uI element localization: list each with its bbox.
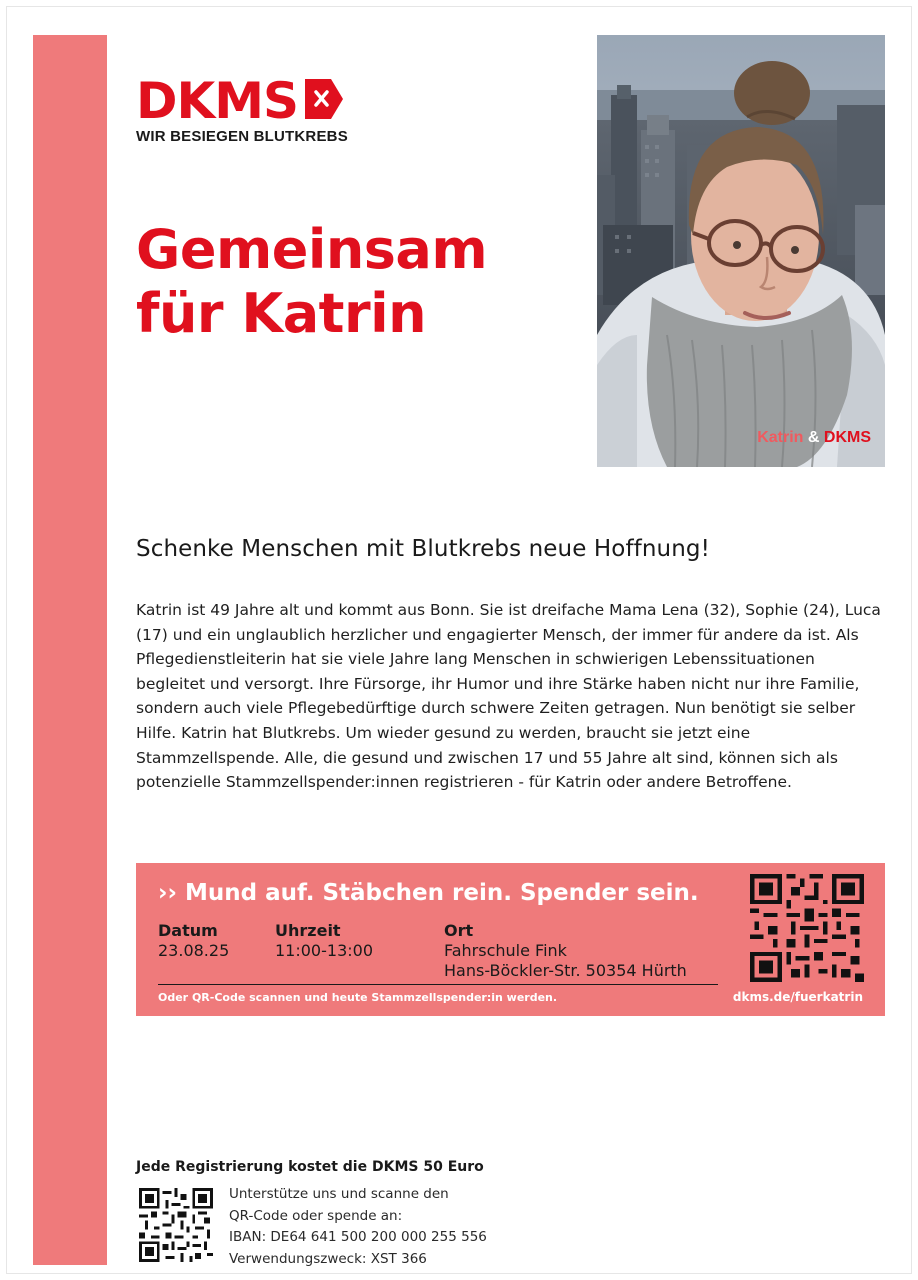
event-time-label: Uhrzeit <box>275 921 341 940</box>
headline <box>136 218 576 346</box>
registration-cost-note: Jede Registrierung kostet die DKMS 50 Euro <box>136 1159 484 1175</box>
logo-wordmark: DKMS <box>136 72 299 130</box>
event-place-line-2: Hans-Böckler-Str. 50354 Hürth <box>444 961 687 980</box>
event-date <box>158 921 229 961</box>
event-qr-note: Oder QR-Code scannen und heute Stammzellspender:in werden. <box>158 991 558 1004</box>
headline-line-2: für Katrin <box>136 282 427 345</box>
donation-reference: Verwendungszweck: XST 366 <box>229 1250 427 1267</box>
dkms-logo <box>136 72 348 145</box>
logo-tagline: WIR BESIEGEN BLUTKREBS <box>136 128 348 145</box>
event-time-value: 11:00-13:00 <box>275 941 373 960</box>
event-qr-code[interactable] <box>750 874 864 982</box>
event-divider <box>158 984 718 985</box>
headline-line-1: Gemeinsam <box>136 218 488 281</box>
event-place-label: Ort <box>444 921 474 940</box>
accent-side-bar <box>33 35 107 1265</box>
portrait-photo <box>597 35 885 467</box>
body-paragraph: Katrin ist 49 Jahre alt und kommt aus Bonn. Sie ist dreifache Mama Lena (32), Sophie (24), Luca (17) und ein unglaublich herzlicher und engagierter Mensch, der immer für andere da ist. Als Pflegedienstleiterin hat sie viele Jahre lang Menschen in schwierigen Lebenssituationen begleitet und versorgt. Ihre Fürsorge, ihr Humor und ihre Stärke haben nicht nur ihre Familie, sondern auch viele Pflegebedürftige durch schwere Zeiten getragen. Nun benötigt sie selber Hilfe. Katrin hat Blutkrebs. Um wieder gesund zu werden, braucht sie jetzt eine Stammzellspende. Alle, die gesund und zwischen 17 und 55 Jahre alt sind, können sich als potenzielle Stammzellspender:innen registrieren - für Katrin oder andere Betroffene. <box>136 601 881 792</box>
event-time <box>275 921 373 961</box>
event-date-value: 23.08.25 <box>158 941 230 960</box>
event-date-label: Datum <box>158 921 218 940</box>
portrait-illustration <box>597 35 885 467</box>
event-place-line-1: Fahrschule Fink <box>444 941 567 960</box>
logo-flag-icon <box>305 77 343 121</box>
photo-caption <box>757 429 871 447</box>
subtitle: Schenke Menschen mit Blutkrebs neue Hoffnung! <box>136 536 710 562</box>
chevron-icon: ›› <box>158 880 177 906</box>
donation-qr-code[interactable] <box>139 1188 213 1262</box>
event-place <box>444 921 687 981</box>
event-slogan <box>158 880 699 906</box>
event-slogan-text: Mund auf. Stäbchen rein. Spender sein. <box>184 880 699 906</box>
photo-caption-amp: & <box>807 429 820 446</box>
photo-caption-name: Katrin <box>757 429 804 446</box>
donation-info <box>229 1184 487 1270</box>
event-url-link[interactable]: dkms.de/fuerkatrin <box>732 990 863 1004</box>
donation-info-line-2: QR-Code oder spende an: <box>229 1207 403 1224</box>
donation-iban: IBAN: DE64 641 500 200 000 255 556 <box>229 1229 487 1245</box>
donation-info-line-1: Unterstütze uns und scanne den <box>229 1186 449 1202</box>
photo-caption-brand: DKMS <box>823 429 871 446</box>
event-info-box <box>136 863 885 1016</box>
